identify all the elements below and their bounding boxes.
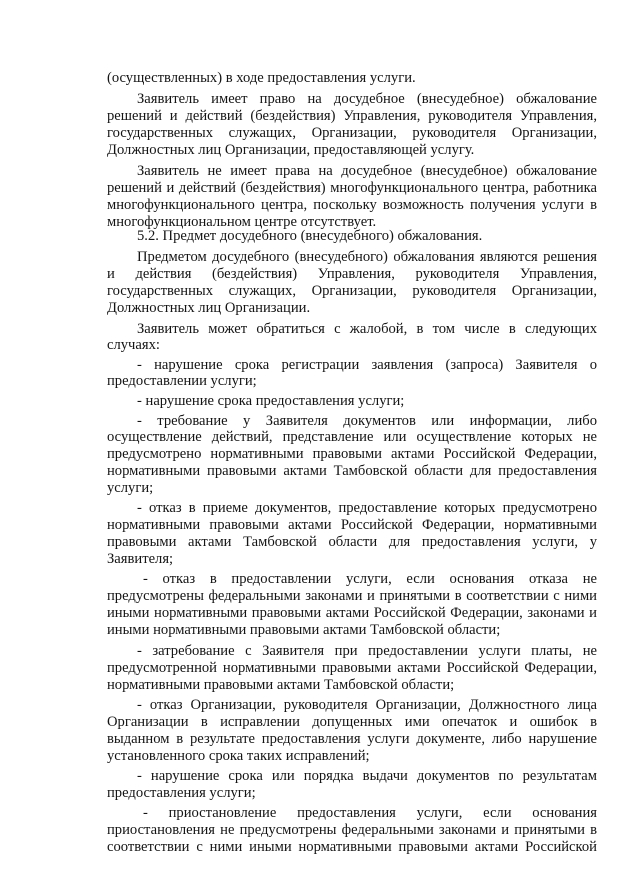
- text-line: нормативными правовыми актами Тамбовской области;: [107, 677, 455, 693]
- text-line: правовыми актами Тамбовской области для предоставления услуги, у: [107, 534, 597, 550]
- list-item-line: - нарушение срока предоставления услуги;: [137, 393, 405, 409]
- text-line: предусмотрены федеральными законами и принятыми в соответствии с ними: [107, 588, 597, 604]
- text-line: Должностных лиц Организации, предоставляющей услугу.: [107, 142, 475, 158]
- list-item-line: - требование у Заявителя документов или информации, либо: [137, 413, 597, 429]
- text-line: осуществление действий, представление или осуществление которых не: [107, 429, 597, 445]
- text-line: услуги;: [107, 480, 154, 496]
- text-line: иными нормативными правовыми актами Тамбовской области;: [107, 622, 501, 638]
- section-heading: 5.2. Предмет досудебного (внесудебного) обжалования.: [137, 228, 483, 244]
- list-item-line: - приостановление предоставления услуги, если основания: [143, 805, 597, 821]
- text-line: решений и действий (бездействия) многофункционального центра, работника: [107, 180, 597, 196]
- list-item-line: - отказ Организации, руководителя Организации, Должностного лица: [137, 697, 597, 713]
- text-line: предоставлении услуги;: [107, 373, 257, 389]
- text-line: Заявитель может обратиться с жалобой, в том числе в следующих: [137, 321, 597, 337]
- text-line: Предметом досудебного (внесудебного) обжалования являются решения: [137, 249, 597, 265]
- text-line: предоставления услуги;: [107, 785, 256, 801]
- text-line: Организации в исправлении допущенных ими опечаток и ошибок в: [107, 714, 597, 730]
- text-line: нормативными правовыми актами Российской Федерации, нормативными: [107, 517, 597, 533]
- text-line: Заявителя;: [107, 551, 174, 567]
- text-line: государственных служащих, Организации, руководителя Организации,: [107, 125, 597, 141]
- text-line: иными нормативными правовыми актами Российской Федерации, законами и: [107, 605, 597, 621]
- list-item-line: - нарушение срока регистрации заявления (запроса) Заявителя о: [137, 357, 597, 373]
- text-line: случаях:: [107, 337, 160, 353]
- text-line: соответствии с ними иными нормативными правовыми актами Российской: [107, 839, 597, 855]
- list-item-line: - отказ в приеме документов, предоставление которых предусмотрено: [137, 500, 597, 516]
- text-line: выданном в результате предоставления услуги документе, либо нарушение: [107, 731, 597, 747]
- text-line: нормативными правовыми актами Тамбовской области для предоставления: [107, 463, 597, 479]
- text-line: многофункционального центра, поскольку возможность получения услуги в: [107, 197, 597, 213]
- list-item-line: - нарушение срока или порядка выдачи документов по результатам: [137, 768, 597, 784]
- text-line: приостановления не предусмотрены федеральными законами и принятыми в: [107, 822, 597, 838]
- text-line: предусмотренной нормативными правовыми актами Российской Федерации,: [107, 660, 597, 676]
- list-item-line: - отказ в предоставлении услуги, если основания отказа не: [143, 571, 597, 587]
- text-line: установленного срока таких исправлений;: [107, 748, 370, 764]
- text-line: решений и действий (бездействия) Управления, руководителя Управления,: [107, 108, 597, 124]
- text-line: Заявитель не имеет права на досудебное (внесудебное) обжалование: [137, 163, 597, 179]
- text-line: предусмотрено нормативными правовыми актами Российской Федерации,: [107, 446, 597, 462]
- text-line: (осуществленных) в ходе предоставления услуги.: [107, 70, 416, 86]
- text-line: государственных служащих, Организации, руководителя Организации,: [107, 283, 597, 299]
- text-line: и действия (бездействия) Управления, руководителя Управления,: [107, 266, 597, 282]
- text-line: Заявитель имеет право на досудебное (внесудебное) обжалование: [137, 91, 597, 107]
- list-item-line: - затребование с Заявителя при предоставлении услуги платы, не: [137, 643, 597, 659]
- text-line: многофункциональном центре отсутствует.: [107, 214, 377, 230]
- text-line: Должностных лиц Организации.: [107, 300, 311, 316]
